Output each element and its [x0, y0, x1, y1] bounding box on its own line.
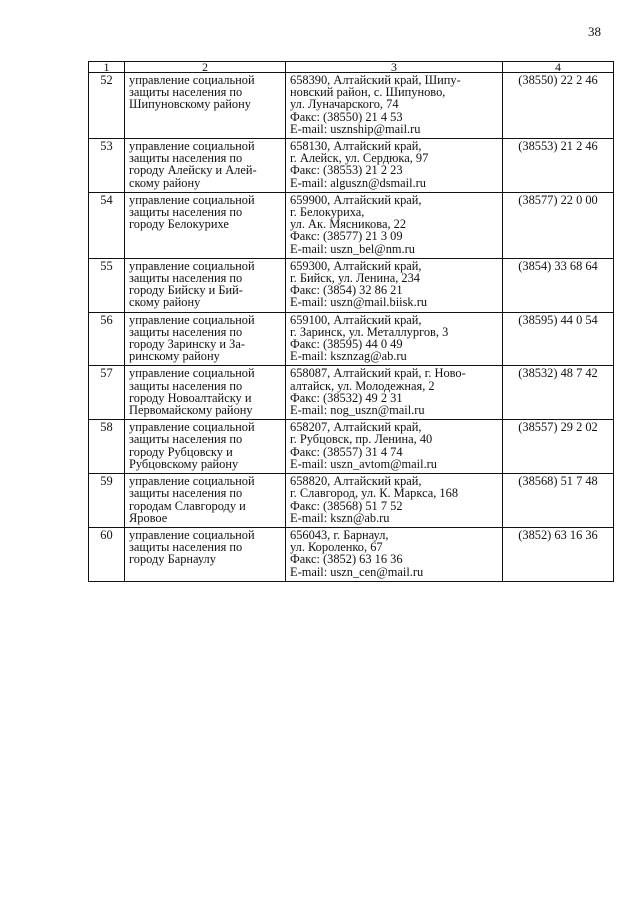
name-line: управление социальной — [129, 420, 255, 435]
phone-number: (38553) 21 2 46 — [503, 139, 614, 193]
address-line: 658130, Алтайский край, — [290, 139, 422, 154]
column-header-address: 3 — [286, 62, 503, 73]
address-contacts — [286, 366, 503, 420]
name-line: защиты населения по — [129, 151, 243, 166]
address-line: г. Белокуриха, — [290, 205, 365, 220]
name-line: городу Рубцовску и — [129, 444, 233, 459]
row-number: 52 — [89, 73, 125, 139]
address-contacts — [286, 258, 503, 312]
name-line: скому району — [129, 175, 201, 190]
address-contacts — [286, 527, 503, 581]
organization-name — [125, 73, 286, 139]
row-number: 54 — [89, 192, 125, 258]
organization-name — [125, 527, 286, 581]
organization-name — [125, 139, 286, 193]
address-line: 658207, Алтайский край, — [290, 420, 422, 435]
name-line: городу Новоалтайску и — [129, 390, 252, 405]
address-line: E-mail: nog_uszn@mail.ru — [290, 403, 425, 418]
address-line: Факс: (38532) 49 2 31 — [290, 390, 403, 405]
table-row — [89, 139, 614, 193]
name-line: защиты населения по — [129, 85, 243, 100]
address-line: г. Бийск, ул. Ленина, 234 — [290, 271, 420, 286]
row-number: 53 — [89, 139, 125, 193]
address-line: E-mail: uszn_avtom@mail.ru — [290, 456, 437, 471]
address-line: 658087, Алтайский край, г. Ново- — [290, 366, 466, 381]
address-line: Факс: (38595) 44 0 49 — [290, 337, 403, 352]
address-line: г. Рубцовск, пр. Ленина, 40 — [290, 432, 433, 447]
row-number: 57 — [89, 366, 125, 420]
name-line: городу Бийску и Бий- — [129, 283, 243, 298]
header-row — [89, 62, 614, 73]
address-line: ул. Луначарского, 74 — [290, 97, 399, 112]
address-line: алтайск, ул. Молодежная, 2 — [290, 378, 435, 393]
table-row — [89, 312, 614, 366]
name-line: управление социальной — [129, 366, 255, 381]
name-line: управление социальной — [129, 73, 255, 87]
address-line: Факс: (38553) 21 2 23 — [290, 163, 403, 178]
address-line: E-mail: uszn_bel@nm.ru — [290, 241, 415, 256]
page-number: 38 — [588, 24, 601, 39]
social-protection-table — [88, 61, 614, 582]
name-line: ринскому району — [129, 349, 220, 364]
address-line: г. Славгород, ул. К. Маркса, 168 — [290, 486, 459, 501]
address-line: E-mail: kszn@ab.ru — [290, 510, 390, 525]
address-line: 659300, Алтайский край, — [290, 258, 422, 273]
row-number: 55 — [89, 258, 125, 312]
name-line: защиты населения по — [129, 486, 243, 501]
table-body — [89, 73, 614, 582]
address-line: новский район, с. Шипуново, — [290, 85, 446, 100]
address-line: E-mail: uszn_cen@mail.ru — [290, 564, 424, 579]
address-line: г. Заринск, ул. Металлургов, 3 — [290, 324, 449, 339]
name-line: управление социальной — [129, 258, 255, 273]
name-line: Шипуновскому району — [129, 97, 251, 112]
phone-number: (38550) 22 2 46 — [503, 73, 614, 139]
name-line: скому району — [129, 295, 201, 310]
table-row — [89, 258, 614, 312]
address-contacts — [286, 474, 503, 528]
address-line: Факс: (38568) 51 7 52 — [290, 498, 403, 513]
name-line: управление социальной — [129, 312, 255, 327]
name-line: защиты населения по — [129, 324, 243, 339]
phone-number: (3852) 63 16 36 — [503, 527, 614, 581]
address-line: 659100, Алтайский край, — [290, 312, 422, 327]
name-line: городу Алейску и Алей- — [129, 163, 257, 178]
name-line: Яровое — [129, 510, 168, 525]
table-row — [89, 73, 614, 139]
table-row — [89, 366, 614, 420]
table-row — [89, 527, 614, 581]
address-line: ул. Короленко, 67 — [290, 540, 383, 555]
name-line: защиты населения по — [129, 271, 243, 286]
address-contacts — [286, 312, 503, 366]
address-line: 658820, Алтайский край, — [290, 474, 422, 489]
phone-number: (38568) 51 7 48 — [503, 474, 614, 528]
address-line: Факс: (38550) 21 4 53 — [290, 109, 403, 124]
organization-name — [125, 192, 286, 258]
row-number: 59 — [89, 474, 125, 528]
name-line: Первомайскому району — [129, 403, 253, 418]
address-line: Факс: (3852) 63 16 36 — [290, 552, 403, 567]
organization-name — [125, 366, 286, 420]
table-header — [89, 62, 614, 73]
name-line: городам Славгороду и — [129, 498, 246, 513]
address-line: E-mail: uszn@mail.biisk.ru — [290, 295, 428, 310]
name-line: Рубцовскому району — [129, 456, 239, 471]
phone-number: (38577) 22 0 00 — [503, 192, 614, 258]
address-line: ул. Ак. Мясникова, 22 — [290, 217, 407, 232]
name-line: защиты населения по — [129, 205, 243, 220]
name-line: городу Барнаулу — [129, 552, 216, 567]
row-number: 58 — [89, 420, 125, 474]
name-line: управление социальной — [129, 139, 255, 154]
address-contacts — [286, 139, 503, 193]
phone-number: (3854) 33 68 64 — [503, 258, 614, 312]
address-line: 656043, г. Барнаул, — [290, 527, 389, 542]
address-line: Факс: (3854) 32 86 21 — [290, 283, 403, 298]
table-row — [89, 420, 614, 474]
organization-name — [125, 312, 286, 366]
address-line: E-mail: usznship@mail.ru — [290, 121, 421, 136]
address-line: 659900, Алтайский край, — [290, 192, 422, 207]
address-contacts — [286, 420, 503, 474]
address-line: 658390, Алтайский край, Шипу- — [290, 73, 461, 87]
name-line: управление социальной — [129, 192, 255, 207]
name-line: городу Заринску и За- — [129, 337, 245, 352]
address-contacts — [286, 192, 503, 258]
address-line: Факс: (38557) 31 4 74 — [290, 444, 403, 459]
phone-number: (38595) 44 0 54 — [503, 312, 614, 366]
column-header-name: 2 — [125, 62, 286, 73]
table-row — [89, 474, 614, 528]
column-header-phone: 4 — [503, 62, 614, 73]
table-row — [89, 192, 614, 258]
name-line: защиты населения по — [129, 378, 243, 393]
organization-name — [125, 474, 286, 528]
organization-name — [125, 420, 286, 474]
name-line: защиты населения по — [129, 540, 243, 555]
column-header-number: 1 — [89, 62, 125, 73]
phone-number: (38532) 48 7 42 — [503, 366, 614, 420]
name-line: управление социальной — [129, 474, 255, 489]
address-line: г. Алейск, ул. Сердюка, 97 — [290, 151, 429, 166]
name-line: городу Белокурихе — [129, 217, 229, 232]
address-line: E-mail: ksznzag@ab.ru — [290, 349, 407, 364]
address-line: Факс: (38577) 21 3 09 — [290, 229, 403, 244]
address-contacts — [286, 73, 503, 139]
row-number: 56 — [89, 312, 125, 366]
organization-name — [125, 258, 286, 312]
name-line: защиты населения по — [129, 432, 243, 447]
row-number: 60 — [89, 527, 125, 581]
phone-number: (38557) 29 2 02 — [503, 420, 614, 474]
name-line: управление социальной — [129, 527, 255, 542]
address-line: E-mail: alguszn@dsmail.ru — [290, 175, 426, 190]
